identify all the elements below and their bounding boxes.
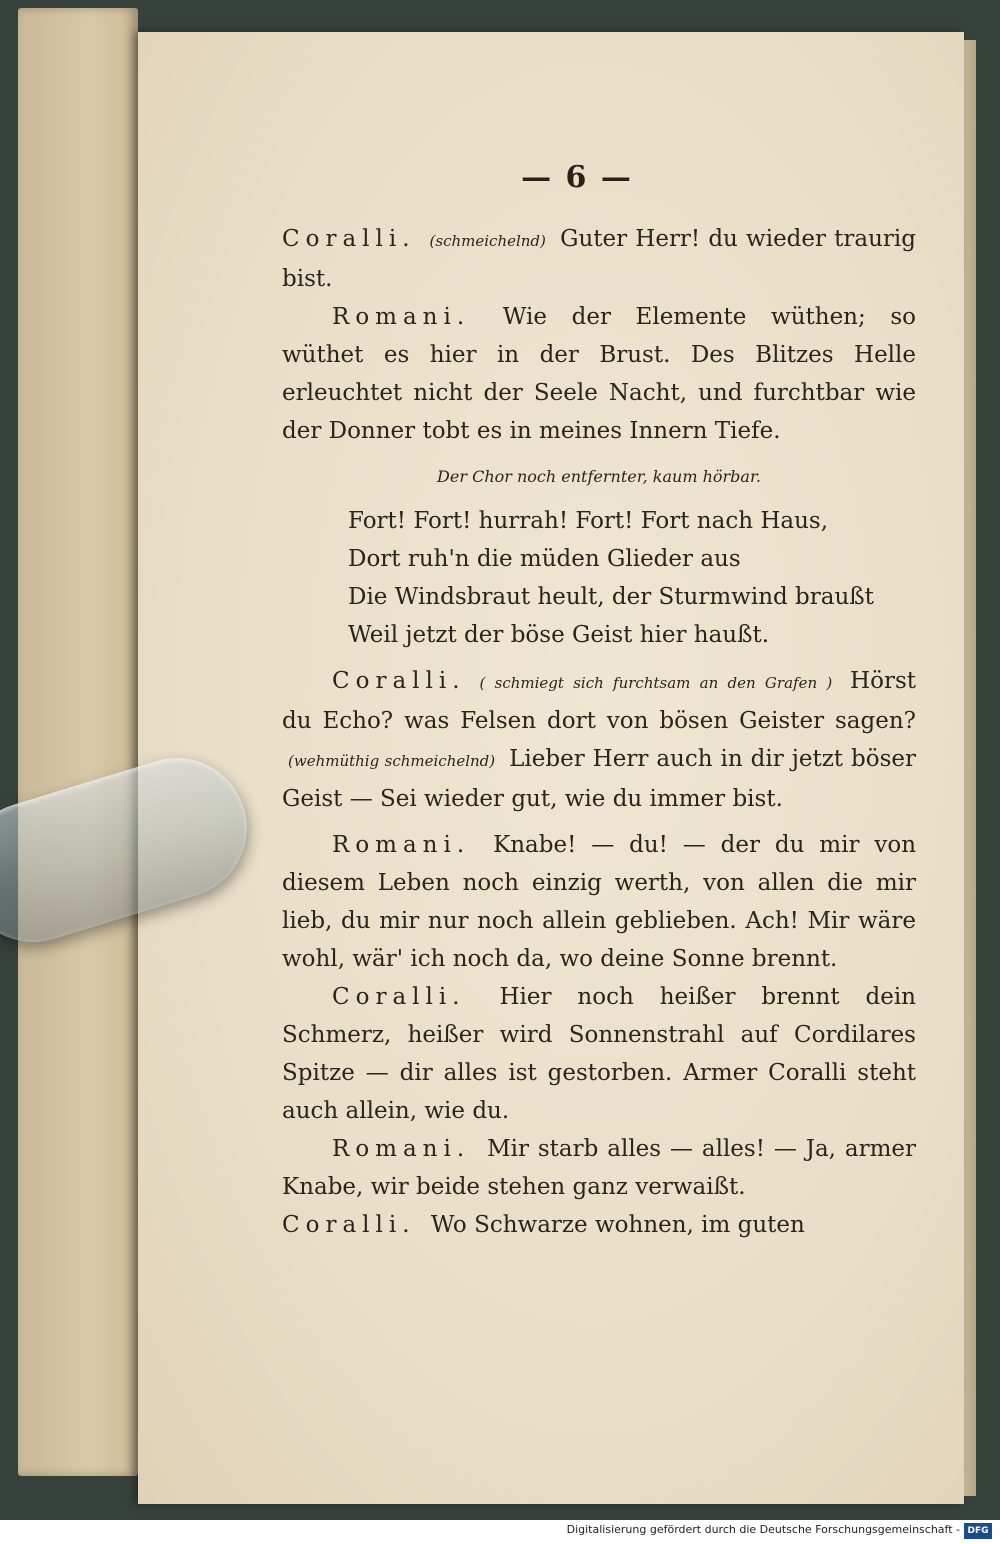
paragraph-4 bbox=[282, 826, 916, 978]
dialogue-text: Hörst du Echo? was Felsen dort von bösen Geister sagen? bbox=[282, 668, 916, 734]
dfg-logo-icon: DFG bbox=[964, 1523, 992, 1539]
footer-bar bbox=[0, 1520, 1000, 1544]
speaker-name: Romani. bbox=[332, 304, 471, 330]
dialogue-text: Hier noch heißer brennt dein Schmerz, heißer wird Sonnenstrahl auf Cordilares Spitze — dir alles ist gestorben. Armer Coralli steht auch allein, wie du. bbox=[282, 984, 917, 1124]
previous-page-edge bbox=[18, 8, 138, 1476]
chorus-verse bbox=[348, 502, 916, 654]
dialogue-text: Wie der Elemente wüthen; so wüthet es hier in der Brust. Des Blitzes Helle erleuchtet nicht der Seele Nacht, und furchtbar wie der Donner tobt es in meines Innern Tiefe. bbox=[282, 304, 916, 444]
stage-direction: (wehmüthig schmeichelnd) bbox=[288, 752, 496, 770]
paragraph-3 bbox=[282, 662, 916, 818]
dialogue-text: Knabe! — du! — der du mir von diesem Leben noch einzig werth, von allen die mir lieb, du mir nur noch allein geblieben. Ach! Mir wäre wohl, wär' ich noch da, wo deine Sonne brennt. bbox=[282, 832, 917, 972]
verse-line: Die Windsbraut heult, der Sturmwind braußt bbox=[348, 584, 874, 610]
stage-direction: ( schmiegt sich furchtsam an den Grafen ) bbox=[479, 674, 833, 692]
verse-line: Dort ruh'n die müden Glieder aus bbox=[348, 546, 741, 572]
dialogue-text: Wo Schwarze wohnen, im guten bbox=[430, 1212, 805, 1238]
page-number: — 6 — bbox=[521, 160, 633, 195]
speaker-name: Coralli. bbox=[332, 984, 466, 1010]
paragraph-1 bbox=[282, 220, 916, 298]
stage-direction: (schmeichelnd) bbox=[429, 232, 546, 250]
speaker-name: Romani. bbox=[332, 832, 471, 858]
dialogue-text: Mir starb alles — alles! — Ja, armer Knabe, wir beide stehen ganz verwaißt. bbox=[282, 1136, 917, 1200]
paragraph-7 bbox=[282, 1206, 916, 1244]
paragraph-2 bbox=[282, 298, 916, 450]
paragraph-5 bbox=[282, 978, 916, 1130]
speaker-name: Romani. bbox=[332, 1136, 471, 1162]
stage-direction-chorus: Der Chor noch entfernter, kaum hörbar. bbox=[437, 467, 761, 486]
speaker-name: Coralli. bbox=[282, 226, 416, 252]
page-text bbox=[282, 220, 916, 1244]
funding-credit: Digitalisierung gefördert durch die Deutsche Forschungsgemeinschaft - bbox=[566, 1523, 960, 1536]
dialogue-text: Lieber Herr auch in dir jetzt böser Geist — Sei wieder gut, wie du immer bist. bbox=[282, 746, 917, 812]
paragraph-6 bbox=[282, 1130, 916, 1206]
speaker-name: Coralli. bbox=[282, 1212, 416, 1238]
verse-line: Fort! Fort! hurrah! Fort! Fort nach Haus, bbox=[348, 508, 829, 534]
speaker-name: Coralli. bbox=[332, 668, 466, 694]
verse-line: Weil jetzt der böse Geist hier haußt. bbox=[348, 622, 770, 648]
dialogue-text: Guter Herr! du wieder traurig bist. bbox=[282, 226, 917, 292]
